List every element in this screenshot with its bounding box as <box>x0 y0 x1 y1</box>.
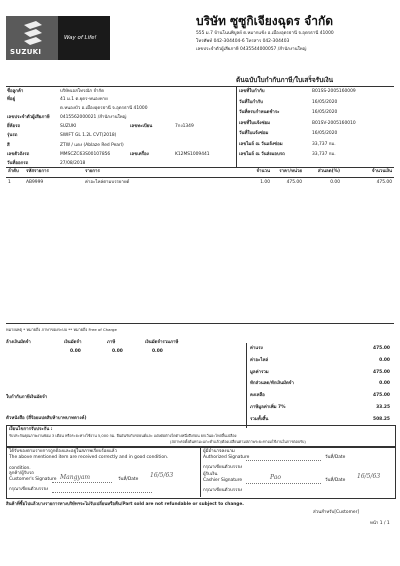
chassis-label: เลขตัวถังรถ <box>7 152 30 157</box>
customer-ack-th: ได้รับของตามรายการถูกต้องและอยู่ในสภาพเรียบร้อยแล้ว <box>9 449 117 454</box>
total-value: 475.00 <box>373 346 390 351</box>
cust-date-label: วันที่/Date <box>118 477 139 482</box>
plate-label: เลขทะเบียน <box>130 124 153 129</box>
doc-info-label: เลขที่ใบแจ้งซ่อม <box>239 120 271 126</box>
total-value: 33.25 <box>376 405 390 410</box>
doc-info-value: B01SS-2005160009 <box>312 89 356 94</box>
doc-info-value: 33,737 กม. <box>312 141 336 147</box>
customer-name-label: ชื่อลูกค้า <box>7 89 24 94</box>
footer-disclaimer: สินค้าที่ซื้อไปแล้วบางรายการทางบริษัทฯจะไม่รับเปลี่ยนหรือคืน/Part sold are not refundable or subject to change. <box>6 502 244 507</box>
warranty-text-2: (สภาพรถตั้งต้นทามะแกะคำแล้ว/ต้องเปลี่ยนตามสภาพระยะทางมใช้งานในการตอบรับ) <box>170 440 306 444</box>
engine-label: เลขเครื่อง <box>130 152 149 157</box>
customer-address-2: ต.หนองบัว อ.เมืองอุดรธานี จ.อุดรธานี 41000 <box>60 106 148 111</box>
page-number: หน้า 1 / 1 <box>370 521 390 526</box>
car-brand-label: ยี่ห้อรถ <box>7 124 21 129</box>
doc-info-label: วันที่ครบกำหนดชำระ <box>239 110 280 115</box>
items-header-cell: ราคา/หน่วย <box>279 169 302 174</box>
cashier-signature-mark: Pao <box>270 474 281 481</box>
company-address: 555 ม.7 บ้านโนนพิบูลย์ ต.หมากแข้ง อ.เมืองอุดรธานี จ.อุดรธานี 41000 <box>196 31 334 36</box>
items-cell: 475.00 <box>376 180 392 185</box>
total-value: 508.25 <box>373 416 390 422</box>
customer-name: บริษัทเอสโทรณัก จำกัด <box>60 89 105 94</box>
deposit-value-cell: 0.00 <box>112 349 123 354</box>
auth-sign-th: ผู้มีอำนาจลงนาม <box>203 449 235 454</box>
items-header-cell: จำนวน <box>256 169 270 174</box>
slogan-text: Way of Life! <box>64 35 97 41</box>
company-name: บริษัท ซูซูกิเจียงฉุดร จำกัด <box>196 14 334 28</box>
car-model: SWIFT GL 1.2L CVT(2018) <box>60 133 117 138</box>
cust-name-print: กรุณาเขียนตัวบรรจง <box>9 487 49 492</box>
notes-legend: หมายเหตุ * หมายถึง ภาษาของระบบ ** หมายถึง Free of Charge <box>6 327 117 332</box>
doc-info-value: 16/05/2020 <box>312 99 338 105</box>
customer-address-label: ที่อยู่ <box>7 97 16 102</box>
sold-date-label: วันที่ออกรถ <box>7 161 29 166</box>
auth-sign-en: Authorized Signature <box>203 455 250 460</box>
total-value: 0.00 <box>379 357 390 363</box>
chassis-number: MMSCZC63S00107856 <box>60 152 111 157</box>
items-cell: 1 <box>8 180 11 185</box>
items-cell: 0.00 <box>330 180 340 185</box>
deposit-header-cell: ภาษี <box>107 340 116 345</box>
total-label: คงเหลือ <box>250 393 265 399</box>
customer-ack-en-2: condition. <box>9 466 31 471</box>
warranty-text-1: รับประกันคุณภาพงานซ่อม 3 เดือน หรือระยะทางใช้งาน 5,000 กม. ยืนยันรับกับรถยนต์และ แต่งต่อต่างใดต่างหนึ่งถึงก่อน ยกเว้นอะไหล่สิ้นเปลือง <box>9 434 237 438</box>
sold-date: 27/08/2018 <box>60 161 86 166</box>
deposit-value-cell: 0.00 <box>70 349 81 354</box>
customer-address: 41 ม.1 ต.ยุดร-หนองหาย <box>60 97 108 102</box>
cust-sign-th: ลูกค้า/ผู้รับรถ <box>9 471 34 476</box>
cashier-sign-line <box>246 483 321 484</box>
doc-info-value: 16/05/2020 <box>312 110 338 115</box>
invoice-deposit-label: ใบกำกับภาษีเงินมัดจำ <box>6 395 48 400</box>
deposit-label: ล้างเงินมัดจำ <box>6 340 31 345</box>
doc-info-label: เลขไมล์ ณ วันส่งมอบรถ <box>239 152 285 157</box>
items-header-cell: รหัสรายการ <box>26 169 49 174</box>
document-title: ต้นฉบับใบกำกับภาษี/ใบเสร็จรับเงิน <box>236 76 334 84</box>
deposit-header-cell: เงินมัดจำรวมภาษี <box>145 340 179 345</box>
cashier-date-handwritten: 16/5/63 <box>357 473 381 480</box>
doc-info-label: เลขที่ใบกำกับ <box>239 89 265 94</box>
color-label: สี <box>7 143 10 148</box>
total-label: ค่าแรง <box>250 346 263 351</box>
customer-taxid: 0415562000021 /สำนักงานใหญ่ <box>60 115 127 120</box>
cust-name-line <box>52 492 152 493</box>
doc-info-label: วันที่ใบแจ้งซ่อม <box>239 131 269 136</box>
company-tax-id: เลขประจำตัวผู้เสียภาษี 0435544000057 /สำนักงานใหญ่ <box>196 47 307 52</box>
total-value: 0.00 <box>379 381 390 387</box>
copy-label: ส่วนสำหรับ[Customer] <box>313 510 360 515</box>
cashier-date-label: วันที่/Date <box>325 478 346 483</box>
cust-sign-line <box>52 482 112 483</box>
items-header-cell: ลำดับ <box>8 169 19 174</box>
cashier-sign-th: ผู้รับเงิน <box>203 472 218 477</box>
items-header-cell: รายการ <box>85 169 100 174</box>
cust-sign-en: Customer's Signature <box>9 477 57 482</box>
total-label: รวมทั้งสิ้น <box>250 416 269 422</box>
doc-info-value: B01SV-2005160010 <box>312 120 356 126</box>
company-phone: โทรศัพท์ 042-304404-6 โทรสาร 042-304403 <box>196 39 290 44</box>
brand-name: SUZUKI <box>10 48 42 56</box>
deposit-header-cell: เงินมัดจำ <box>64 340 82 345</box>
total-label: ภาษีมูลค่าเพิ่ม 7% <box>250 405 286 410</box>
auth-sign-line <box>246 460 321 461</box>
customer-taxid-label: เลขประจำตัวผู้เสียภาษี <box>7 115 50 120</box>
engine-number: K12MS1009441 <box>175 152 210 157</box>
items-cell: 1.00 <box>260 180 270 185</box>
auth-name-print: กรุณาเขียนตัวบรรจง <box>203 465 243 470</box>
items-cell: ค่าอะไหล่ตามบรรยายด์ <box>85 180 130 185</box>
total-label: ค่าอะไหล่ <box>250 357 269 363</box>
doc-info-label: วันที่ใบกำกับ <box>239 99 263 105</box>
cust-date-handwritten: 16/5/63 <box>150 472 174 479</box>
total-label: หักส่วนลด/หักเงินมัดจำ <box>250 381 294 387</box>
car-brand: SUZUKI <box>60 124 77 129</box>
cashier-sign-en: Cashier Signature <box>203 478 243 483</box>
items-header-cell: จำนวนเงิน <box>371 169 392 174</box>
doc-info-label: เลขไมล์ ณ วันแจ้งซ่อม <box>239 141 283 147</box>
warranty-title: เงื่อนไขการรับประกัน : <box>9 427 53 432</box>
items-header-cell: ส่วนลด(%) <box>317 169 340 174</box>
total-label: มูลค่ารวม <box>250 369 269 375</box>
doc-info-value: 16/05/2020 <box>312 131 338 136</box>
cashier-name-print: กรุณาเขียนตัวบรรจง <box>203 488 243 493</box>
plate-number: 7กง1349 <box>175 124 194 129</box>
deposit-value-cell: 0.00 <box>152 349 163 354</box>
doc-info-value: 33,737 กม. <box>312 152 336 157</box>
items-cell: 475.00 <box>286 180 302 185</box>
amount-in-words: ตัวหนังสือ (สี่ร้อยแปดสิบห้าบาทบาทตางค์) <box>6 416 87 421</box>
model-label: รุ่นรถ <box>7 133 18 138</box>
customer-ack-en: The above mentioned item are received correctly and in good condition. <box>9 455 169 460</box>
customer-signature-mark: Mangyam <box>60 474 91 481</box>
total-value: 475.00 <box>373 369 390 375</box>
car-color: ZTW / แดง (Ablaze Red Pearl) <box>60 143 124 148</box>
total-value: 475.00 <box>373 393 390 399</box>
auth-date-label: วันที่/Date <box>325 455 346 460</box>
suzuki-s-logo-icon <box>20 19 46 45</box>
items-cell: AB9999 <box>26 180 44 185</box>
